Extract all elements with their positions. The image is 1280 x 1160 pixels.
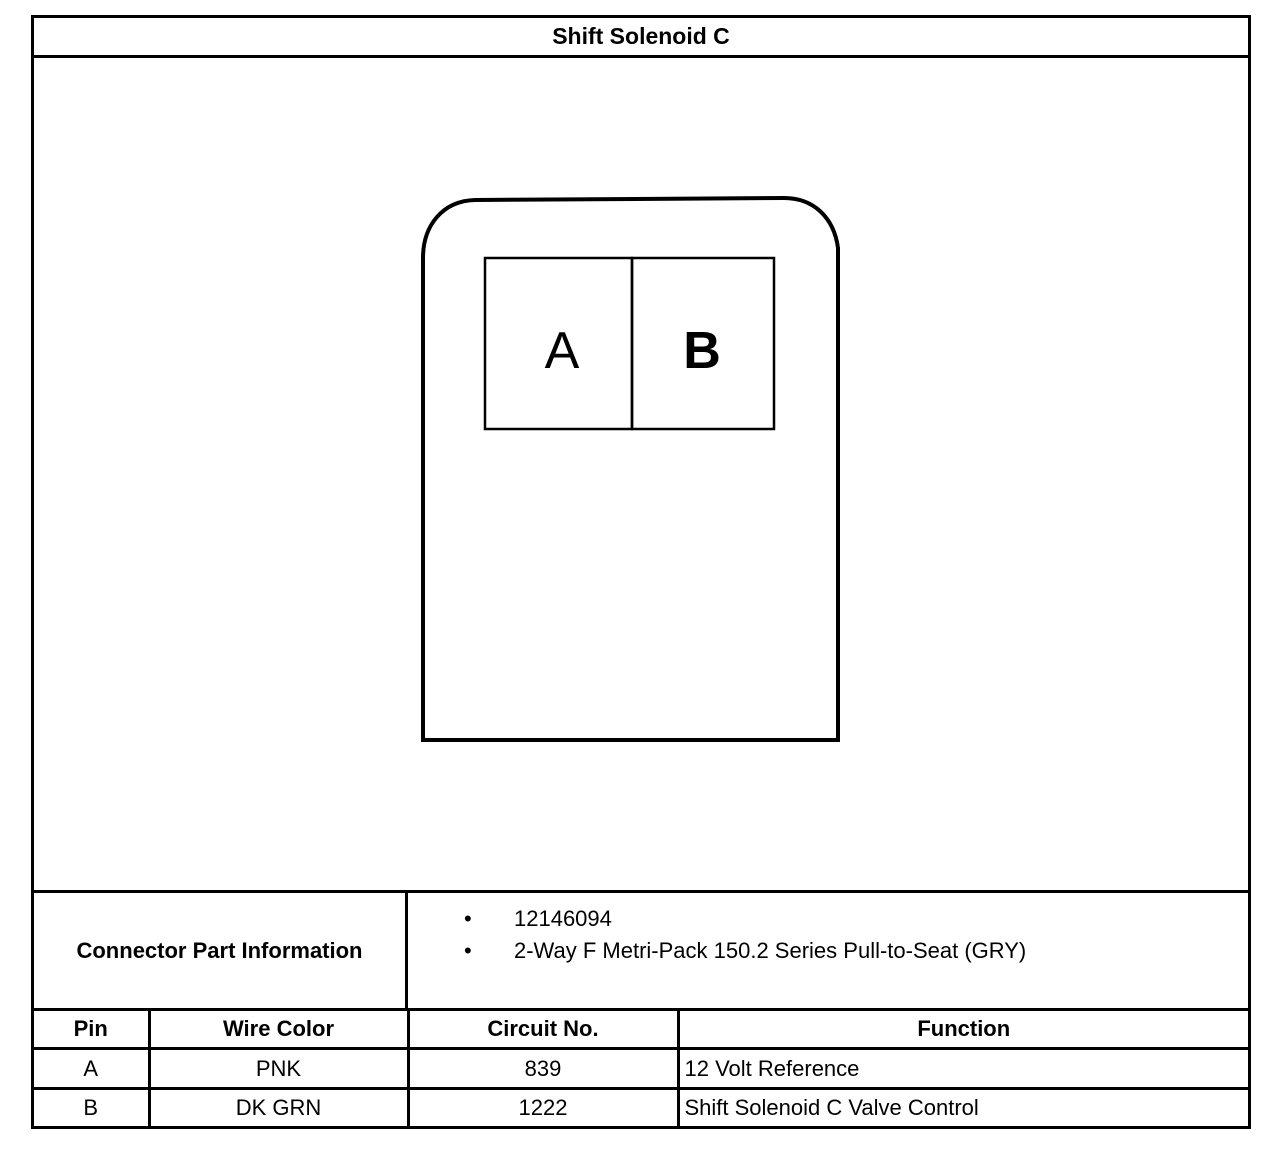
cell-function: Shift Solenoid C Valve Control	[678, 1088, 1248, 1126]
page-title: Shift Solenoid C	[34, 18, 1248, 58]
part-info-item	[408, 935, 1026, 967]
header-wire-color: Wire Color	[149, 1010, 408, 1049]
part-info-list	[408, 903, 1026, 967]
cell-wire-color: PNK	[149, 1049, 408, 1088]
cell-pin: A	[34, 1049, 149, 1088]
cell-pin: B	[34, 1088, 149, 1126]
part-description: 2-Way F Metri-Pack 150.2 Series Pull-to-Seat (GRY)	[514, 938, 1027, 963]
part-number: 12146094	[514, 906, 612, 931]
part-info-item	[408, 903, 1026, 935]
cell-function: 12 Volt Reference	[678, 1049, 1248, 1088]
connector-diagram	[34, 58, 1248, 890]
cavity-b-label: B	[683, 322, 721, 380]
cell-circuit: 839	[408, 1049, 678, 1088]
connector-part-information	[34, 890, 1248, 1008]
table-header-row	[34, 1010, 1248, 1049]
table-row	[34, 1049, 1248, 1088]
bullet-icon: •	[464, 938, 472, 963]
cavity-a-label: A	[544, 322, 580, 380]
part-info-label: Connector Part Information	[34, 893, 408, 1008]
bullet-icon: •	[464, 906, 472, 931]
header-function: Function	[678, 1010, 1248, 1049]
cell-wire-color: DK GRN	[149, 1088, 408, 1126]
table-row	[34, 1088, 1248, 1126]
pin-table	[34, 1008, 1248, 1126]
header-circuit-no: Circuit No.	[408, 1010, 678, 1049]
connector-sheet	[31, 15, 1251, 1129]
header-pin: Pin	[34, 1010, 149, 1049]
cell-circuit: 1222	[408, 1088, 678, 1126]
